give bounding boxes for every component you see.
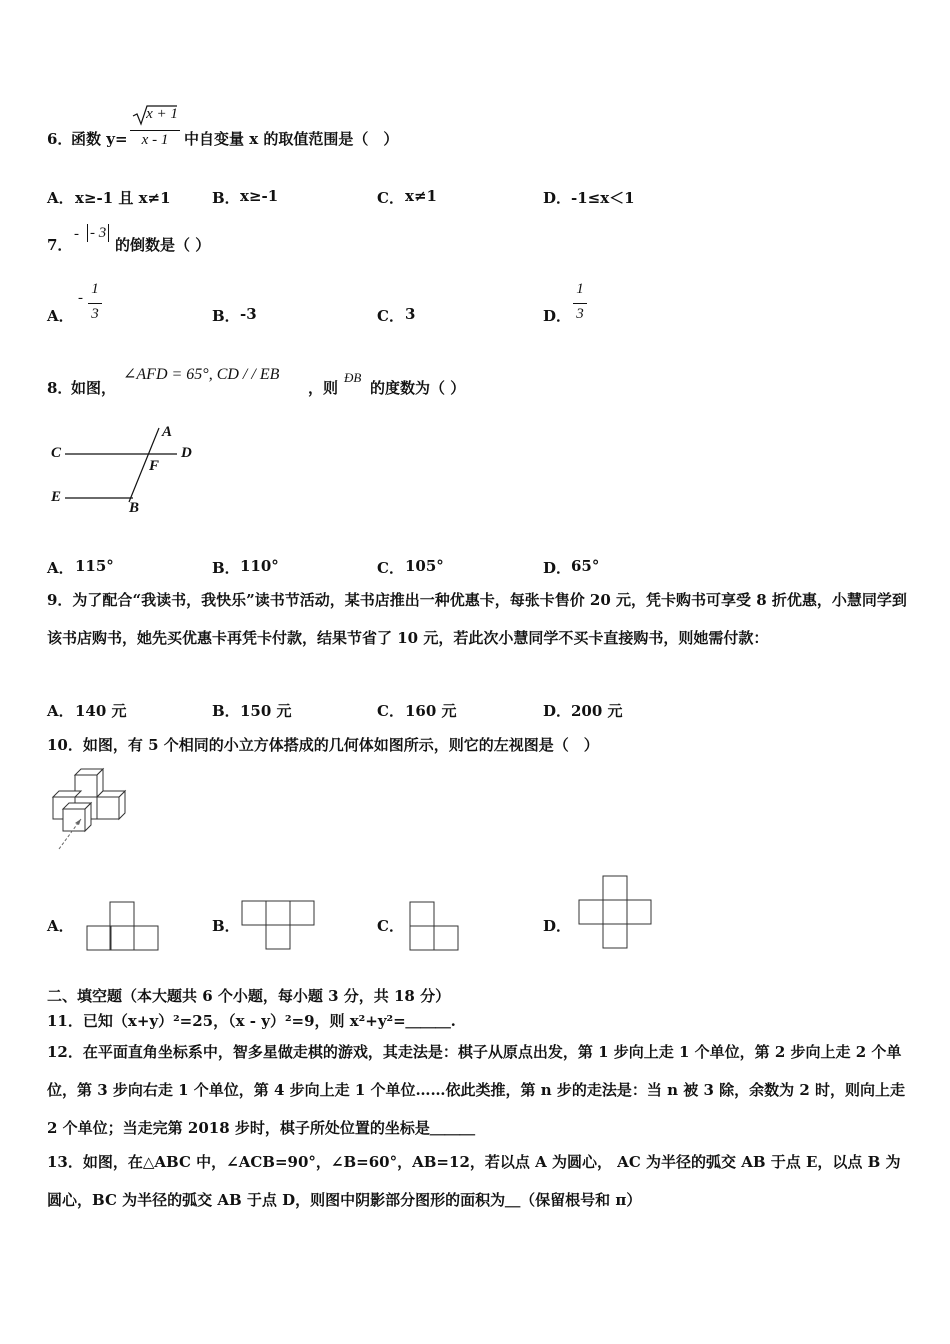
q8-prefix: 如图，: [71, 379, 117, 397]
q7-option-d-frac-bar: [573, 303, 587, 304]
q8-suffix: 的度数为（ ）: [370, 379, 466, 397]
q10-option-b-view[interactable]: [241, 900, 315, 952]
q7-option-a-label: A．: [47, 307, 74, 325]
q7-expr-abs: - 3: [87, 224, 109, 242]
q10-option-a-view[interactable]: [86, 901, 160, 951]
q6-option-c: x≠1: [405, 187, 437, 205]
q8-label-d: D: [181, 445, 192, 461]
q10-option-c-label: C．: [377, 917, 404, 935]
q6-option-a: x≥-1 且 x≠1: [75, 189, 171, 207]
q7-option-a-sign: -: [78, 290, 83, 306]
question-11: 11．已知（x+y）²=25，（x - y）²=9，则 x²+y²=＿＿＿.: [47, 1012, 456, 1030]
q8-label-b: B: [129, 500, 140, 516]
q6-option-b-label: B．: [212, 189, 240, 207]
q7-option-c: 3: [405, 305, 416, 323]
q6-option-a-label: A．: [47, 189, 74, 207]
q8-condition: ∠AFD = 65°, CD / / EB: [123, 366, 280, 383]
q8-label-f: F: [149, 458, 160, 474]
q7-option-b: -3: [240, 305, 257, 323]
section-2-title: 二、填空题（本大题共 6 个小题，每小题 3 分，共 18 分）: [47, 987, 451, 1005]
q9-option-b-label: B．: [212, 702, 240, 720]
q9-option-a: 140 元: [75, 702, 127, 720]
q6-option-c-label: C．: [377, 189, 404, 207]
q8-option-c-label: C．: [377, 559, 404, 577]
q7-option-d-denominator: 3: [576, 306, 584, 322]
q7-option-c-label: C．: [377, 307, 404, 325]
q8-label-c: C: [51, 445, 62, 461]
q9-option-d-label: D．: [543, 702, 572, 720]
q8-label-a: A: [162, 424, 173, 440]
q9-option-a-label: A．: [47, 702, 74, 720]
q7-number: 7．: [47, 236, 73, 254]
q9-option-c-label: C．: [377, 702, 404, 720]
q8-option-c: 105°: [405, 557, 444, 575]
q6-option-d: -1≤x＜1: [571, 189, 635, 207]
q10-text: 10．如图，有 5 个相同的小立方体搭成的几何体如图所示，则它的左视图是（ ）: [47, 736, 599, 754]
q9-option-c: 160 元: [405, 702, 457, 720]
q9-option-d: 200 元: [571, 702, 623, 720]
q10-option-d-view[interactable]: [578, 875, 654, 951]
parallel-lines-diagram: [45, 420, 205, 525]
q7-option-a-numerator: 1: [91, 281, 99, 297]
q7-option-b-label: B．: [212, 307, 240, 325]
q10-option-d-label: D．: [543, 917, 572, 935]
q6-suffix: 中自变量 x 的取值范围是（ ）: [184, 130, 399, 148]
q8-option-b: 110°: [240, 557, 279, 575]
q8-option-d-label: D．: [543, 559, 572, 577]
q10-option-a-label: A．: [47, 917, 74, 935]
q7-suffix: 的倒数是（ ）: [115, 236, 211, 254]
q10-option-c-view[interactable]: [409, 901, 461, 951]
cube-stack-3d-figure: [45, 765, 135, 855]
q8-option-d: 65°: [571, 557, 600, 575]
q6-frac-bar: [130, 130, 180, 131]
q6-frac-numerator: x + 1: [146, 106, 178, 122]
q10-option-b-label: B．: [212, 917, 240, 935]
q8-option-a-label: A．: [47, 559, 74, 577]
question-12: 12．在平面直角坐标系中，智多星做走棋的游戏，其走法是：棋子从原点出发，第 1 步向上走 1 个单位，第 2 步向上走 2 个单位，第 3 步向右走 1 个单位，第 4 步向上走 1 个单位……依此类推，第 n 步的走法是：当 n 被 3 除，余数为 2 时，则向上走 2 个单位；当走完第 2018 步时，棋子所处位置的坐标是＿＿＿: [47, 1043, 905, 1137]
q9-option-b: 150 元: [240, 702, 292, 720]
q6-option-d-label: D．: [543, 189, 572, 207]
q8-option-b-label: B．: [212, 559, 240, 577]
q8-option-a: 115°: [75, 557, 114, 575]
q6-number: 6．: [47, 130, 73, 148]
q9-text: 9．为了配合“我读书，我快乐”读书节活动，某书店推出一种优惠卡，每张卡售价 20 元，凭卡购书可享受 8 折优惠，小慧同学到该书店购书，她先买优惠卡再凭卡付款，结果节省了 10 元，若此次小慧同学不买卡直接购书，则她需付款：: [47, 591, 907, 647]
q8-angle: ÐB: [344, 370, 362, 385]
question-13: 13．如图，在△ABC 中，∠ACB=90°，∠B=60°，AB=12，若以点 A 为圆心， AC 为半径的弧交 AB 于点 E，以点 B 为圆心，BC 为半径的弧交 AB 于点 D，则图中阴影部分图形的面积为＿（保留根号和 π）: [47, 1153, 901, 1209]
q6-frac-denominator: x - 1: [141, 132, 169, 148]
q7-option-a-denominator: 3: [91, 306, 99, 322]
q7-expr-minus: -: [74, 226, 79, 242]
q8-label-e: E: [51, 489, 62, 505]
q7-option-a-frac-bar: [88, 303, 102, 304]
q8-number: 8．: [47, 379, 73, 397]
q8-middle: ，则: [308, 379, 339, 397]
q7-option-d-numerator: 1: [576, 281, 584, 297]
q6-option-b: x≥-1: [240, 187, 279, 205]
q7-option-d-label: D．: [543, 307, 572, 325]
q6-prefix: 函数 y=: [71, 130, 128, 148]
